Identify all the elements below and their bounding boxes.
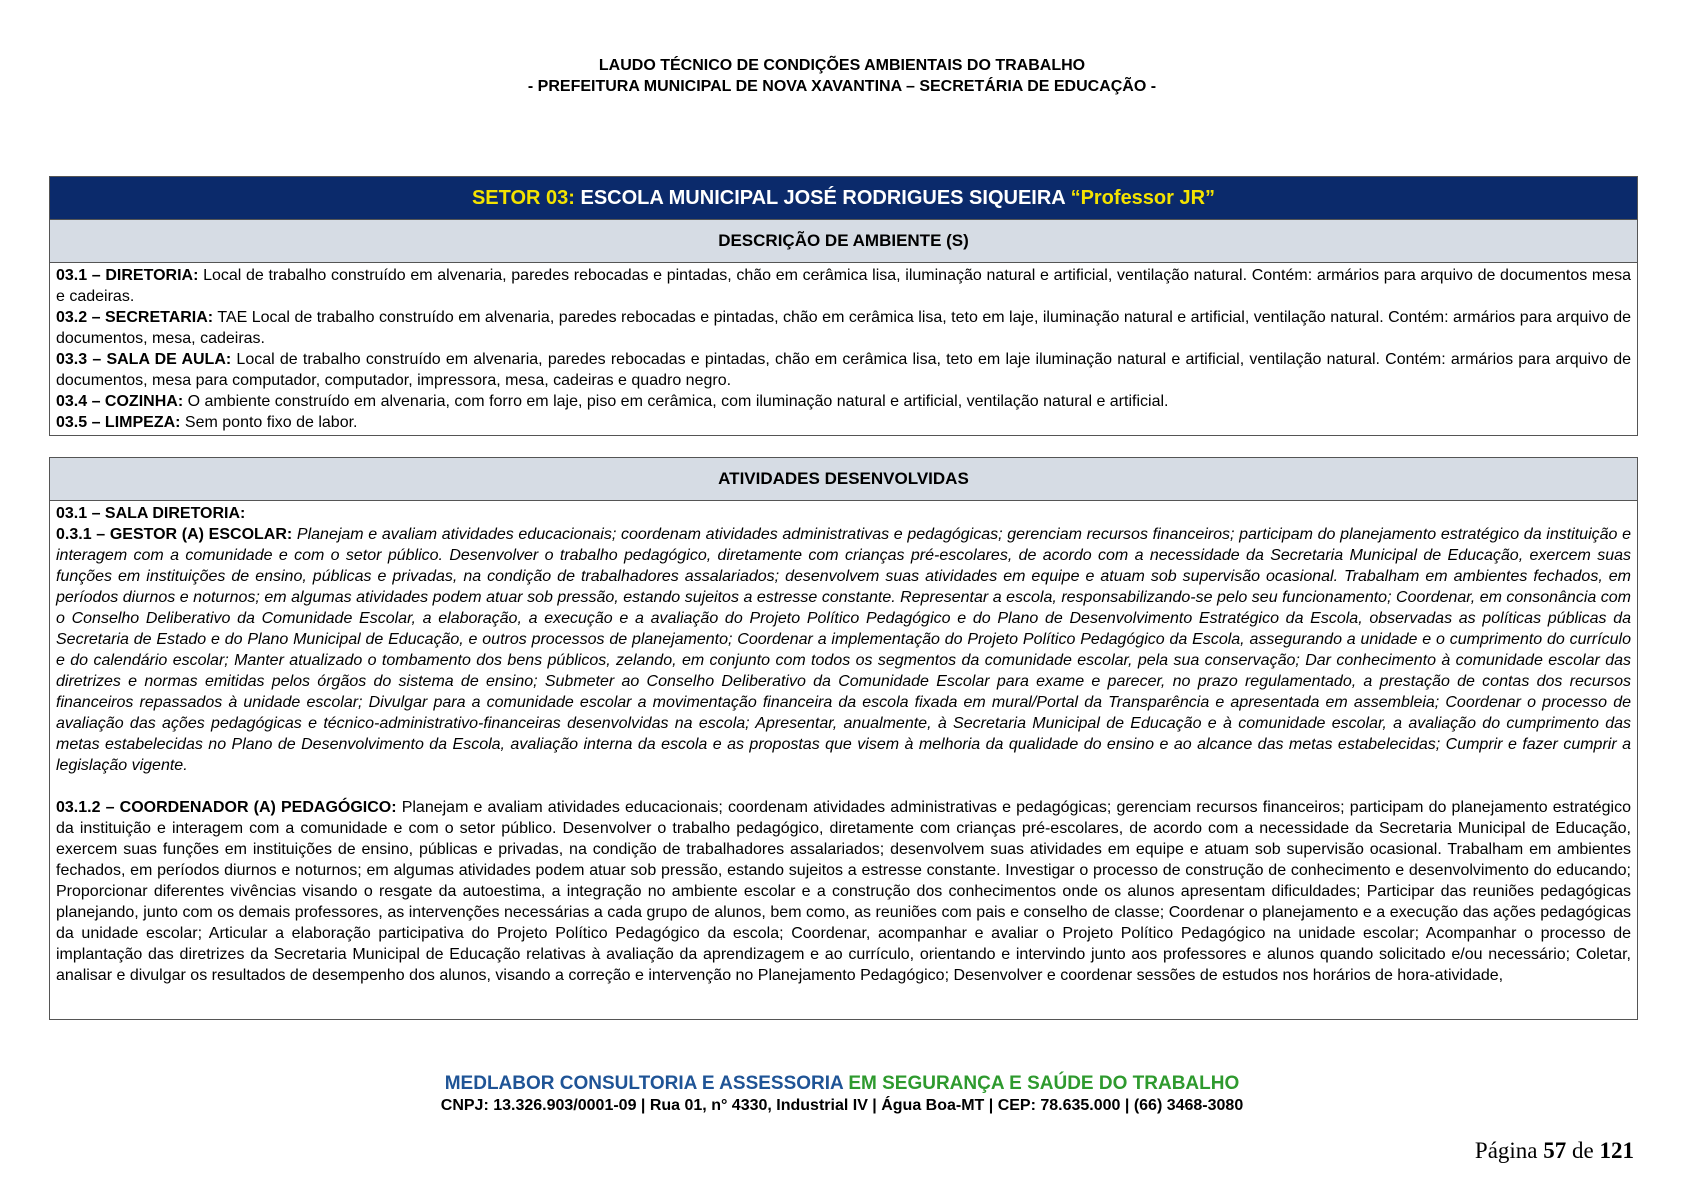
coordenador-text: Planejam e avaliam atividades educacionais; coordenam atividades administrativas e pedagógicas; gerenciam recursos financeiros; participam do planejamento estratégico da instituição e interagem com a comunidade e com o setor público. Desenvolver o trabalho pedagógico, diretamente com crianças pré-escolares, de acordo com a necessidade da Secretaria Municipal de Educação, exercem suas funções em instituições de ensino, públicas e privadas, na condição de trabalhadores assalariados; desenvolvem suas atividades em equipe e atuam sob supervisão ocasional. Trabalham em ambientes fechados, em períodos diurnos e noturnos; em algumas atividades podem atuar sob pressão, estando sujeitos a estresse constante. Investigar o processo de construção de conhecimento e desenvolvimento do educando; Proporcionar diferentes vivências visando o resgate da autoestima, a integração no ambiente escolar e a construção dos conhecimentos onde os alunos apresentam dificuldades; Participar das reuniões pedagógicas planejando, junto com os demais professores, as intervenções necessárias a cada grupo de alunos, bem como, as reuniões com pais e conselho de classe; Coordenar o planejamento e a execução das ações pedagógicas da unidade escolar; Articular a elaboração participativa do Projeto Político Pedagógico da escola; Coordenar, acompanhar e avaliar o Projeto Político Pedagógico na unidade escolar; Acompanhar o processo de implantação das diretrizes da Secretaria Municipal de Educação relativas à avaliação da aprendizagem e ao currículo, orientando e intervindo junto aos professores e alunos quando solicitado e/ou necessário; Coletar, analisar e divulgar os resultados de desempenho dos alunos, visando a correção e intervenção no Planejamento Pedagógico; Desenvolver e coordenar sessões de estudos nos horários de hora-atividade, — [56, 799, 1632, 984]
ambiente-item — [56, 265, 1631, 307]
header-title: LAUDO TÉCNICO DE CONDIÇÕES AMBIENTAIS DO TRABALHO — [598, 57, 1086, 74]
company-tagline: EM SEGURANÇA E SAÚDE DO TRABALHO — [843, 1073, 1240, 1094]
header-subtitle: - PREFEITURA MUNICIPAL DE NOVA XAVANTINA – SECRETÁRIA DE EDUCAÇÃO - — [527, 78, 1157, 95]
gestor-label: 0.3.1 – GESTOR (A) ESCOLAR: — [56, 526, 293, 543]
setor-title-band — [50, 177, 1637, 220]
total-pages: 121 — [1599, 1138, 1634, 1163]
setor-prefix: SETOR 03: — [471, 187, 575, 209]
page-number: Página 57 de 121 — [1474, 1138, 1634, 1163]
setor-name: ESCOLA MUNICIPAL JOSÉ RODRIGUES SIQUEIRA — [574, 187, 1071, 209]
coordenador-label: 03.1.2 – COORDENADOR (A) PEDAGÓGICO: — [56, 799, 397, 816]
ambiente-label: 03.3 – SALA DE AULA: — [56, 351, 232, 368]
footer-company — [0, 1073, 1684, 1095]
gestor-text: Planejam e avaliam atividades educacionais; coordenam atividades administrativas e pedagógicas; gerenciam recursos financeiros; participam do planejamento estratégico da instituição e interagem com a comunidade e com o setor público. Desenvolver o trabalho pedagógico, diretamente com crianças pré-escolares, de acordo com a necessidade da Secretaria Municipal de Educação, exercem suas funções em instituições de ensino, públicas e privadas, na condição de trabalhadores assalariados; desenvolvem suas atividades em equipe e atuam sob supervisão ocasional. Trabalham em ambientes fechados, em períodos diurnos e noturnos; em algumas atividades podem atuar sob pressão, estando sujeitos a estresse constante. Representar a escola, responsabilizando-se pelo seu funcionamento; Coordenar, em consonância com o Conselho Deliberativo da Comunidade Escolar, a elaboração, a execução e a avaliação do Projeto Político Pedagógico e do Plano de Desenvolvimento Estratégico da Escola, observadas as políticas públicas da Secretaria de Estado e do Plano Municipal de Educação, e outros processos de planejamento; Coordenar a implementação do Projeto Político Pedagógico da Escola, assegurando a unidade e o cumprimento do currículo e do calendário escolar; Manter atualizado o tombamento dos bens públicos, zelando, em conjunto com todos os segmentos da comunidade escolar, pela sua conservação; Dar conhecimento à comunidade escolar das diretrizes e normas emitidas pelos órgãos do sistema de ensino; Submeter ao Conselho Deliberativo da Comunidade Escolar para exame e parecer, no prazo regulamentado, a prestação de contas dos recursos financeiros repassados à unidade escolar; Divulgar para a comunidade escolar a movimentação financeira da escola fixada em mural/Portal da Transparência e apresentada em assembleia; Coordenar o processo de avaliação das ações pedagógicas e técnico-administrativo-financeiras desenvolvidas na escola; Apresentar, anualmente, à Secretaria Municipal de Educação e à comunidade escolar, a avaliação do cumprimento das metas estabelecidas no Plano de Desenvolvimento da Escola, avaliação interna da escola e as propostas que visem à melhoria da qualidade do ensino e ao alcance das metas estabelecidas; Cumprir e fazer cumprir a legislação vigente. — [56, 526, 1631, 774]
gestor-paragraph — [56, 524, 1631, 776]
ambientes-heading: DESCRIÇÃO DE AMBIENTE (S) — [50, 220, 1637, 263]
ambiente-item — [56, 349, 1631, 391]
ambiente-label: 03.2 – SECRETARIA: — [56, 309, 214, 326]
ambiente-item — [56, 391, 1631, 412]
ambiente-text: TAE Local de trabalho construído em alvenaria, paredes rebocadas e pintadas, chão em cerâmica lisa, teto em laje, iluminação natural e artificial, ventilação natural. Contém: armários para arquivo de documentos, mesa, cadeiras. — [56, 309, 1631, 347]
ambiente-label: 03.1 – DIRETORIA: — [56, 267, 199, 284]
ambientes-box — [49, 176, 1638, 436]
current-page: 57 — [1543, 1138, 1567, 1163]
ambientes-list — [50, 263, 1637, 435]
ambiente-label: 03.5 – LIMPEZA: — [56, 414, 181, 431]
footer-address: CNPJ: 13.326.903/0001-09 | Rua 01, n° 4330, Industrial IV | Água Boa-MT | CEP: 78.635.000 | (66) 3468-3080 — [440, 1097, 1244, 1114]
coordenador-paragraph — [56, 797, 1631, 986]
section-label: 03.1 – SALA DIRETORIA: — [56, 505, 246, 522]
ambiente-text: O ambiente construído em alvenaria, com forro em laje, piso em cerâmica, com iluminação natural e artificial, ventilação natural e artificial. — [183, 393, 1169, 410]
ambiente-text: Local de trabalho construído em alvenaria, paredes rebocadas e pintadas, chão em cerâmica lisa, iluminação natural e artificial, ventilação natural. Contém: armários para arquivo de documentos mesa e cadeiras. — [56, 267, 1632, 305]
atividades-content — [50, 501, 1637, 988]
ambiente-label: 03.4 – COZINHA: — [56, 393, 184, 410]
ambiente-item — [56, 307, 1631, 349]
document-header — [0, 55, 1684, 97]
atividades-box — [49, 457, 1638, 1020]
ambiente-item — [56, 412, 1631, 433]
ambiente-text: Local de trabalho construído em alvenaria, paredes rebocadas e pintadas, chão em cerâmica lisa, teto em laje iluminação natural e artificial, ventilação natural. Contém: armários para arquivo de documentos, mesa para computador, computador, impressora, mesa, cadeiras e quadro negro. — [56, 351, 1631, 389]
company-name: MEDLABOR CONSULTORIA E ASSESSORIA — [444, 1073, 844, 1094]
ambiente-text: Sem ponto fixo de labor. — [180, 414, 358, 431]
atividades-heading: ATIVIDADES DESENVOLVIDAS — [50, 458, 1637, 501]
setor-nickname: “Professor JR” — [1070, 187, 1216, 209]
